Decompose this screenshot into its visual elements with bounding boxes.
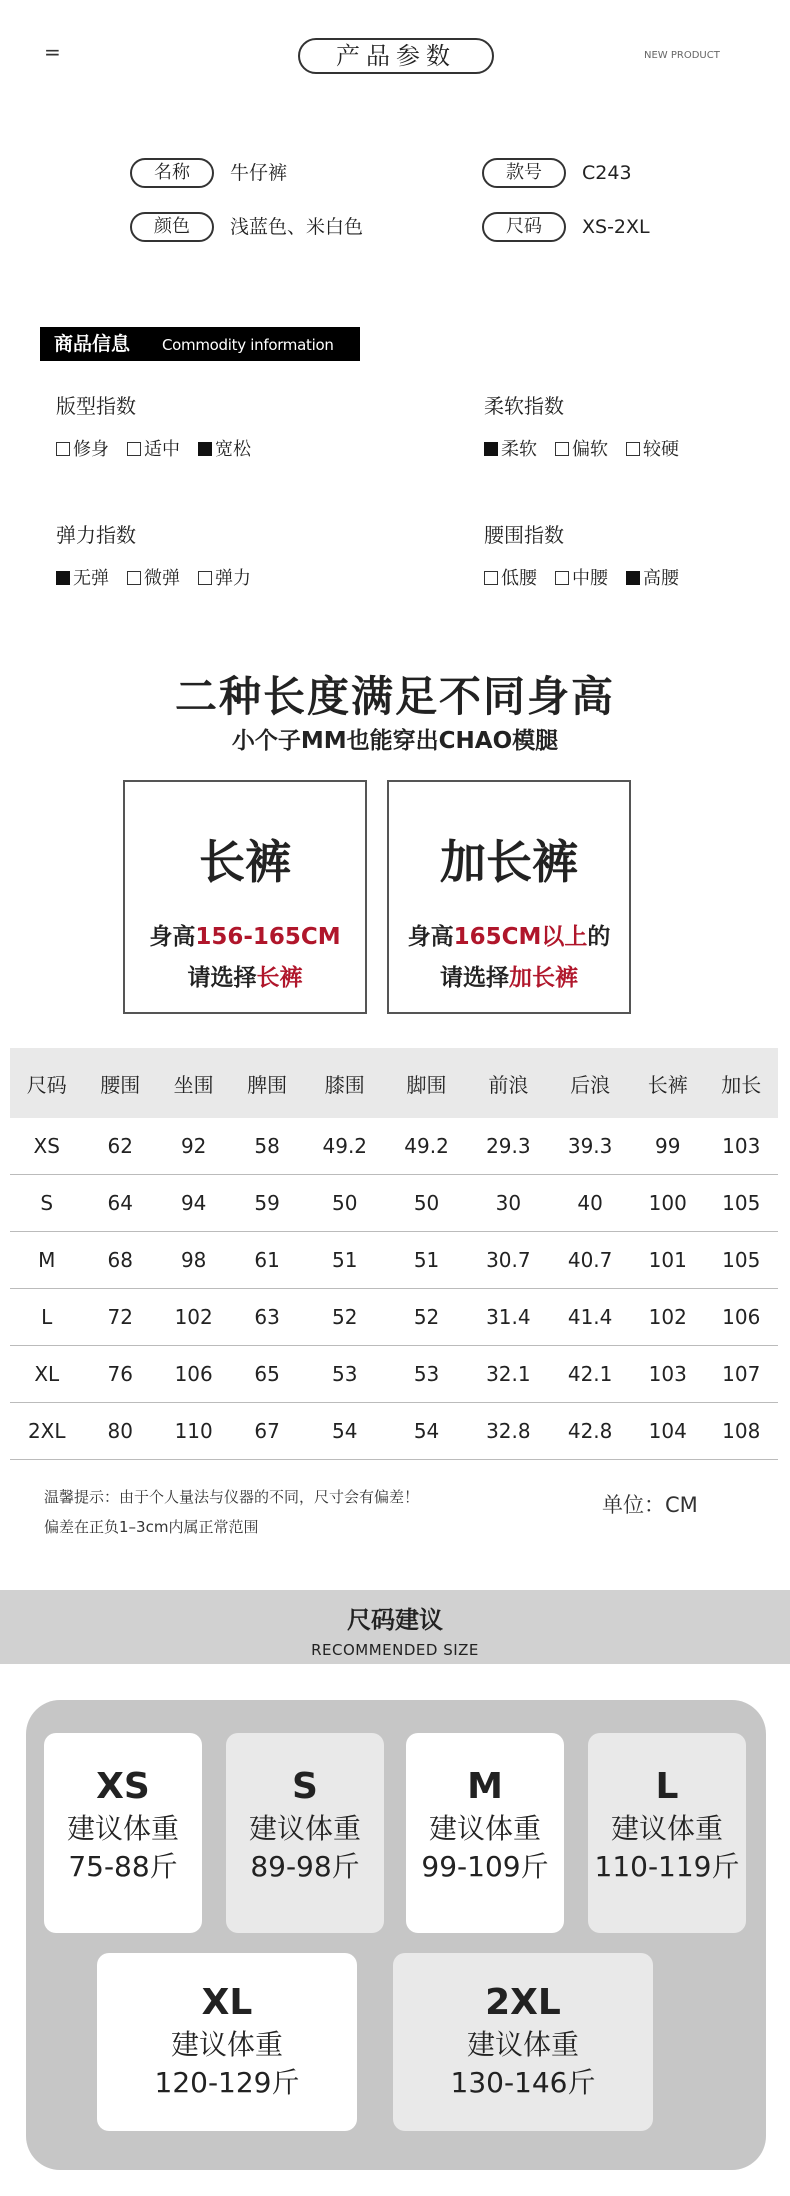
index-option <box>56 435 109 461</box>
table-cell: 50 <box>304 1175 386 1232</box>
size-card-s <box>226 1733 384 1933</box>
option-label: 无弹 <box>73 568 109 589</box>
height-label: 身高 <box>407 924 454 950</box>
new-product-label: NEW PRODUCT <box>644 50 720 61</box>
card-size: S <box>292 1766 318 1807</box>
option-label: 较硬 <box>643 439 679 460</box>
table-cell: 102 <box>157 1289 230 1346</box>
table-cell: XL <box>10 1346 83 1403</box>
table-cell: 52 <box>304 1289 386 1346</box>
length-name: 长裤 <box>199 835 291 889</box>
index-options <box>56 435 269 461</box>
length-box-extended <box>387 780 631 1014</box>
table-cell: 52 <box>386 1289 468 1346</box>
table-cell: 99 <box>631 1118 704 1175</box>
option-label: 适中 <box>144 439 180 460</box>
index-title: 版型指数 <box>56 394 136 418</box>
table-cell: 103 <box>704 1118 778 1175</box>
index-options <box>484 564 697 590</box>
table-cell: 30.7 <box>467 1232 549 1289</box>
table-cell: XS <box>10 1118 83 1175</box>
table-cell: 67 <box>230 1403 303 1460</box>
unchecked-box-icon <box>198 571 212 585</box>
table-cell: 106 <box>157 1346 230 1403</box>
index-option <box>198 564 251 590</box>
card-weight-range: 99-109斤 <box>421 1850 549 1883</box>
table-cell: 40.7 <box>549 1232 631 1289</box>
option-label: 柔软 <box>501 439 537 460</box>
size-card-m <box>406 1733 564 1933</box>
option-label: 修身 <box>73 439 109 460</box>
card-weight-range: 89-98斤 <box>250 1850 360 1883</box>
unchecked-box-icon <box>555 442 569 456</box>
param-label-color: 颜色 <box>130 212 214 242</box>
param-label-size: 尺码 <box>482 212 566 242</box>
param-value-size: XS-2XL <box>582 216 650 238</box>
index-option <box>626 435 679 461</box>
table-cell: 64 <box>83 1175 156 1232</box>
table-cell: 51 <box>304 1232 386 1289</box>
card-weight-range: 110-119斤 <box>594 1850 740 1883</box>
index-option <box>127 435 180 461</box>
index-options <box>56 564 269 590</box>
length-subtitle: 小个子MM也能穿出CHAO模腿 <box>231 728 559 754</box>
card-weight-label: 建议体重 <box>466 2028 579 2061</box>
size-card-xs <box>44 1733 202 1933</box>
card-size: 2XL <box>485 1982 561 2023</box>
index-title: 弹力指数 <box>56 523 136 547</box>
table-cell: 101 <box>631 1232 704 1289</box>
card-weight-range: 75-88斤 <box>68 1850 178 1883</box>
table-cell: 53 <box>386 1346 468 1403</box>
choose-value: 长裤 <box>256 965 303 991</box>
length-title: 二种长度满足不同身高 <box>174 672 615 721</box>
card-size: XL <box>201 1982 253 2023</box>
table-cell: 40 <box>549 1175 631 1232</box>
section-title: 产品参数 <box>298 38 494 74</box>
size-card-2xl <box>393 1953 653 2131</box>
menu-icon: = <box>44 40 61 64</box>
size-card-l <box>588 1733 746 1933</box>
height-range: 165CM以上 <box>453 924 588 950</box>
table-cell: 29.3 <box>467 1118 549 1175</box>
table-cell: 110 <box>157 1403 230 1460</box>
table-cell: 105 <box>704 1232 778 1289</box>
table-row <box>10 1175 778 1232</box>
card-weight-label: 建议体重 <box>428 1812 541 1845</box>
table-cell: 2XL <box>10 1403 83 1460</box>
table-header-row <box>10 1048 778 1118</box>
table-row <box>10 1346 778 1403</box>
table-header-cell: 尺码 <box>10 1048 83 1118</box>
table-cell: 49.2 <box>386 1118 468 1175</box>
table-cell: 42.1 <box>549 1346 631 1403</box>
recommended-size-header <box>0 1590 790 1664</box>
height-suffix: 的 <box>587 924 611 950</box>
param-label-name: 名称 <box>130 158 214 188</box>
table-cell: 41.4 <box>549 1289 631 1346</box>
table-cell: 104 <box>631 1403 704 1460</box>
index-option <box>626 564 679 590</box>
card-weight-label: 建议体重 <box>248 1812 361 1845</box>
checked-box-icon <box>56 571 70 585</box>
table-cell: 65 <box>230 1346 303 1403</box>
table-cell: 94 <box>157 1175 230 1232</box>
recommended-subtitle: RECOMMENDED SIZE <box>311 1641 479 1659</box>
card-weight-range: 120-129斤 <box>154 2066 300 2099</box>
param-value-color: 浅蓝色、米白色 <box>230 216 364 238</box>
unchecked-box-icon <box>56 442 70 456</box>
table-cell: 49.2 <box>304 1118 386 1175</box>
table-cell: L <box>10 1289 83 1346</box>
table-cell: 50 <box>386 1175 468 1232</box>
table-row <box>10 1403 778 1460</box>
card-weight-label: 建议体重 <box>66 1812 179 1845</box>
table-cell: 61 <box>230 1232 303 1289</box>
table-cell: 100 <box>631 1175 704 1232</box>
index-option <box>555 435 608 461</box>
table-cell: 32.8 <box>467 1403 549 1460</box>
checked-box-icon <box>484 442 498 456</box>
option-label: 中腰 <box>572 568 608 589</box>
table-cell: 53 <box>304 1346 386 1403</box>
param-label-style-no: 款号 <box>482 158 566 188</box>
table-cell: 108 <box>704 1403 778 1460</box>
card-size: M <box>467 1766 503 1807</box>
unchecked-box-icon <box>127 571 141 585</box>
card-weight-label: 建议体重 <box>610 1812 723 1845</box>
unchecked-box-icon <box>626 442 640 456</box>
table-cell: 59 <box>230 1175 303 1232</box>
length-name: 加长裤 <box>440 835 578 889</box>
table-cell: 62 <box>83 1118 156 1175</box>
index-option <box>484 564 537 590</box>
table-cell: 58 <box>230 1118 303 1175</box>
recommended-title: 尺码建议 <box>347 1606 443 1634</box>
table-cell: 102 <box>631 1289 704 1346</box>
height-range: 156-165CM <box>195 924 341 950</box>
table-cell: 30 <box>467 1175 549 1232</box>
size-table <box>10 1048 778 1460</box>
table-cell: 105 <box>704 1175 778 1232</box>
table-cell: 39.3 <box>549 1118 631 1175</box>
tip-line-1: 温馨提示：由于个人量法与仪器的不同，尺寸会有偏差！ <box>44 1488 420 1506</box>
table-cell: 107 <box>704 1346 778 1403</box>
choose-label: 请选择 <box>187 965 257 991</box>
table-cell: 68 <box>83 1232 156 1289</box>
size-card-xl <box>97 1953 357 2131</box>
commodity-info-en: Commodity information <box>162 336 334 354</box>
table-header-cell: 腰围 <box>83 1048 156 1118</box>
table-row <box>10 1289 778 1346</box>
option-label: 弹力 <box>215 568 251 589</box>
table-cell: 42.8 <box>549 1403 631 1460</box>
table-cell: 106 <box>704 1289 778 1346</box>
table-cell: 92 <box>157 1118 230 1175</box>
table-cell: M <box>10 1232 83 1289</box>
unit-label: 单位：CM <box>602 1493 698 1517</box>
table-cell: 54 <box>304 1403 386 1460</box>
tip-line-2: 偏差在正负1–3cm内属正常范围 <box>44 1518 259 1536</box>
height-label: 身高 <box>149 924 196 950</box>
table-cell: 51 <box>386 1232 468 1289</box>
table-cell: 80 <box>83 1403 156 1460</box>
option-label: 偏软 <box>572 439 608 460</box>
unchecked-box-icon <box>484 571 498 585</box>
table-row <box>10 1232 778 1289</box>
option-label: 宽松 <box>215 439 251 460</box>
table-cell: 54 <box>386 1403 468 1460</box>
choose-value: 加长裤 <box>509 965 578 991</box>
table-cell: 31.4 <box>467 1289 549 1346</box>
unchecked-box-icon <box>127 442 141 456</box>
table-cell: 76 <box>83 1346 156 1403</box>
table-header-cell: 坐围 <box>157 1048 230 1118</box>
card-weight-range: 130-146斤 <box>450 2066 596 2099</box>
checked-box-icon <box>198 442 212 456</box>
table-cell: 98 <box>157 1232 230 1289</box>
param-value-name: 牛仔裤 <box>230 162 288 184</box>
table-header-cell: 后浪 <box>549 1048 631 1118</box>
table-header-cell: 前浪 <box>467 1048 549 1118</box>
table-cell: 103 <box>631 1346 704 1403</box>
commodity-info-zh: 商品信息 <box>54 333 131 355</box>
index-title: 腰围指数 <box>484 523 564 547</box>
length-box-regular <box>123 780 367 1014</box>
table-header-cell: 加长 <box>704 1048 778 1118</box>
param-value-style-no: C243 <box>582 162 632 184</box>
unchecked-box-icon <box>555 571 569 585</box>
table-header-cell: 脚围 <box>386 1048 468 1118</box>
table-cell: 72 <box>83 1289 156 1346</box>
table-header-cell: 膝围 <box>304 1048 386 1118</box>
table-row <box>10 1118 778 1175</box>
table-cell: 32.1 <box>467 1346 549 1403</box>
commodity-info-header <box>40 327 360 361</box>
index-options <box>484 435 697 461</box>
index-option <box>484 435 537 461</box>
card-size: XS <box>96 1766 150 1807</box>
option-label: 低腰 <box>501 568 537 589</box>
index-option <box>56 564 109 590</box>
index-option <box>127 564 180 590</box>
index-title: 柔软指数 <box>484 394 564 418</box>
choose-label: 请选择 <box>440 965 509 991</box>
option-label: 高腰 <box>643 568 679 589</box>
card-weight-label: 建议体重 <box>170 2028 283 2061</box>
option-label: 微弹 <box>144 568 180 589</box>
index-option <box>555 564 608 590</box>
table-header-cell: 脾围 <box>230 1048 303 1118</box>
index-option <box>198 435 251 461</box>
checked-box-icon <box>626 571 640 585</box>
table-cell: S <box>10 1175 83 1232</box>
table-header-cell: 长裤 <box>631 1048 704 1118</box>
card-size: L <box>655 1766 679 1807</box>
table-cell: 63 <box>230 1289 303 1346</box>
